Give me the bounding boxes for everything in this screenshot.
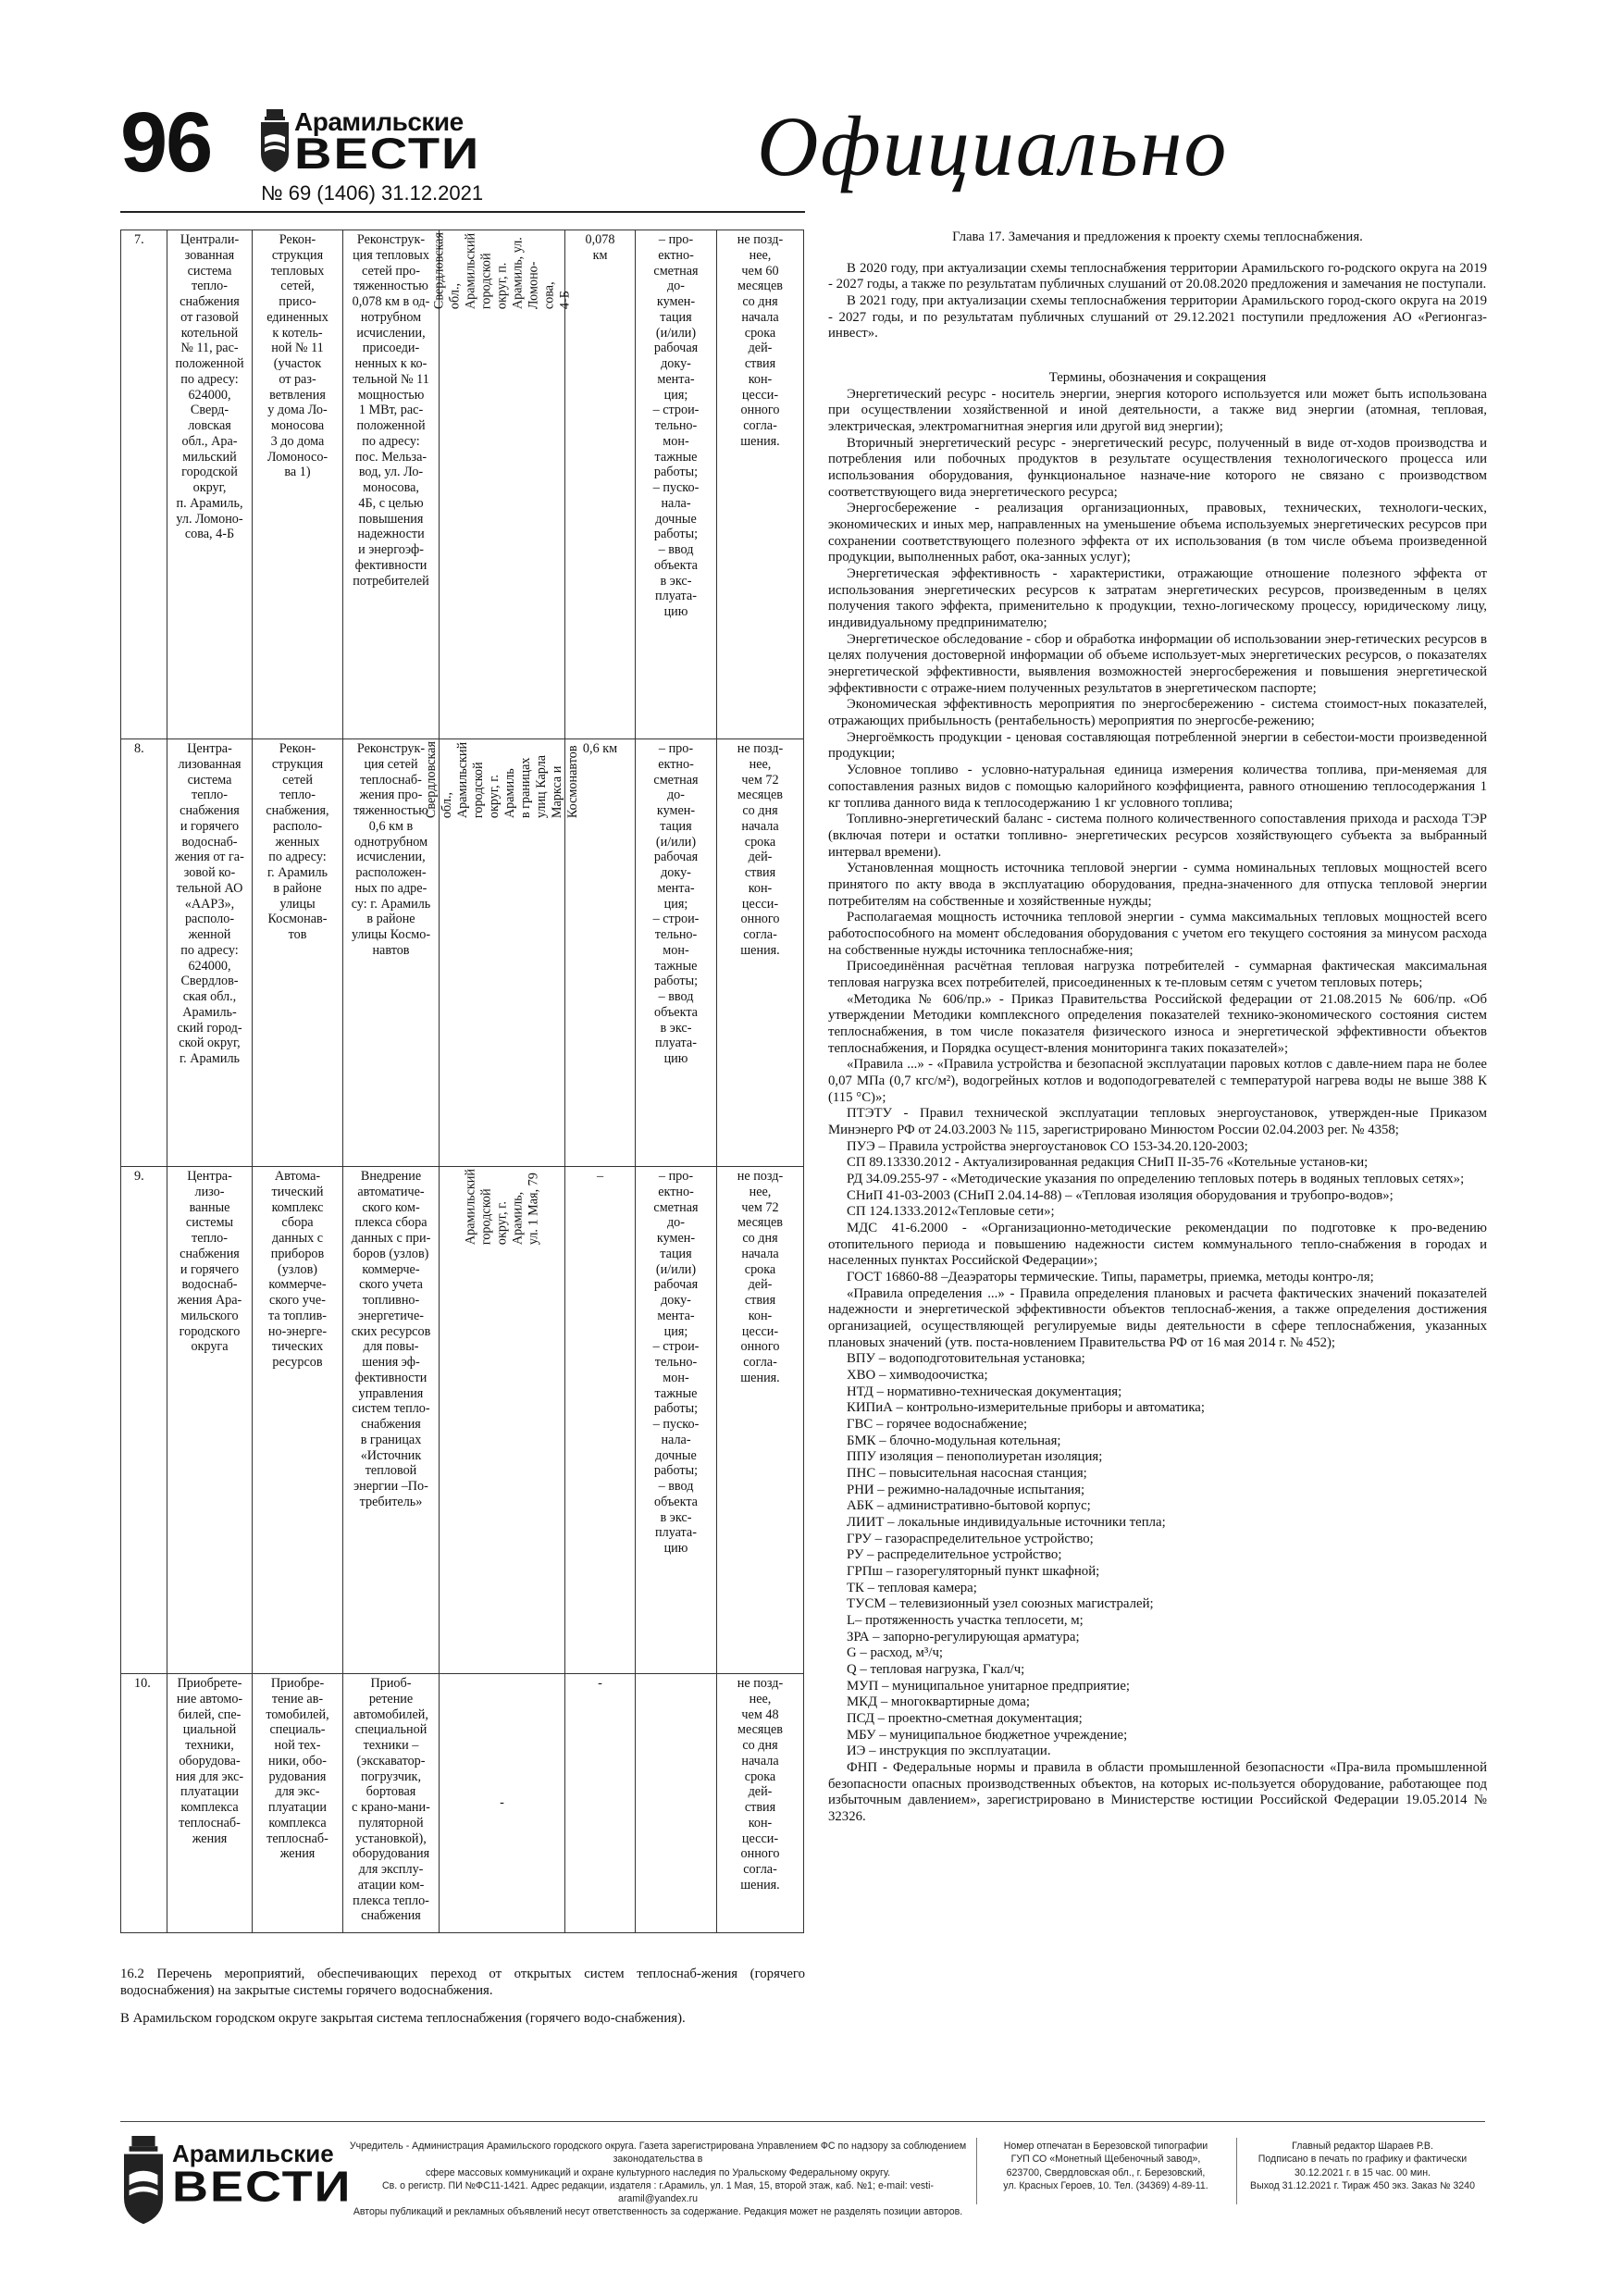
footer-divider — [120, 2121, 1485, 2122]
term-item: Экономическая эффективность мероприятия по энергосбережению - система стоимост-ных показателей, отражающих прибыльность (рентабельность) мероприятия по энергосбе-режению; — [828, 697, 1487, 729]
row-number: 10. — [121, 1674, 167, 1933]
term-item: Топливно-энергетический баланс - система полного количественного сопоставления прихода и расхода ТЭР (включая потери и остатки топливно- энергетических ресурсов хозяйствующего субъекта за выбранный интервал времени). — [828, 812, 1487, 860]
term-item: ГРУ – газораспределительное устройство; — [847, 1531, 1094, 1546]
deadline-cell: не позд- нее, чем 60 месяцев со дня начала срока дей- ствия кон- цесси- онного согла- шения. — [717, 230, 804, 739]
right-column — [828, 230, 1487, 1826]
deadline-cell: не позд- нее, чем 48 месяцев со дня начала срока дей- ствия кон- цесси- онного согла- шения. — [717, 1674, 804, 1933]
term-item: ХВО – химводоочистка; — [847, 1368, 988, 1384]
term-item: ФНП - Федеральные нормы и правила в области промышленной безопасности «Пра-вила промышленной безопасности опасных производственных объектов, на которых ис-пользуется оборудование, работающее под избыточным давлением», зарегистрировано в Министерстве юстиции Российской Федерации 19.05.2014 № 32326. — [828, 1760, 1487, 1825]
section-title: Официально — [757, 99, 1229, 193]
issue-number: № 69 (1406) 31.12.2021 — [261, 181, 484, 205]
term-item: КИПиА – контрольно-измерительные приборы и автоматика; — [847, 1400, 1205, 1416]
term-item: ГОСТ 16860-88 –Деаэраторы термические. Типы, параметры, приемка, методы контро-ля; — [847, 1269, 1374, 1285]
term-item: ТК – тепловая камера; — [847, 1580, 977, 1595]
term-item: Энергетическая эффективность - характеристики, отражающие отношение полезного эффекта от использования энергетических ресурсов к затратам энергетических ресурсов, произведенным в целях получения такого эффекта, применительно к продукции, техно-логическому процессу, юридическому лицу, индивидуальному предпринимателю; — [828, 566, 1487, 631]
row-number: 7. — [121, 230, 167, 739]
table-row — [121, 739, 804, 1167]
footer-publisher-info: Учредитель - Администрация Арамильского городского округа. Газета зарегистрирована Управлением ФС по надзору за соблюдением законодательства в сфере массовых коммуникаций и охране культурного наследия по Уральскому Федеральному округу. Св. о регистр. ПИ №ФС11-1421. Адрес редакции, издателя : г.Арамиль, ул. 1 Мая, 15, второй этаж, каб. №1; e-mail: vesti-aramil@yandex.ru Авторы публикаций и рекламных объявлений несут ответственность за содержание. Редакция может не разделять позиции авторов. — [349, 2141, 967, 2218]
length-cell: 0,6 км — [565, 739, 636, 1167]
documents-cell: – про- ектно- сметная до- кумен- тация (и/или) рабочая доку- мента- ция; – строи- тельно- мон- тажные работы; – пуско- нала- дочные работы; – ввод объекта в экс- плуата- цию — [636, 230, 717, 739]
term-item: МКД – многоквартирные дома; — [847, 1694, 1030, 1710]
term-item: Присоединённая расчётная тепловая нагрузка потребителей - суммарная фактическая максимальная тепловая нагрузка всех потребителей, присоединенных к те-пловым сетям с учетом тепловых потерь; — [828, 959, 1487, 990]
footer-coat-of-arms-icon — [120, 2136, 167, 2227]
term-item: Энергосбережение - реализация организационных, правовых, технических, технологи-ческих, экономических и иных мер, направленных на уменьшение объема используемых энергетических ресурсов при сохранении соответствующего полезного эффекта от их использования (в том числе объема произведенной продукции, выполненных работ, ока-занных услуг); — [828, 501, 1487, 565]
term-item: ПТЭТУ - Правил технической эксплуатации тепловых энергоустановок, утвержден-ные Приказом Минэнерго РФ от 24.03.2003 № 115, зарегистрировано Минюстом России 02.04.2003 рег. № 4358; — [828, 1106, 1487, 1137]
chapter-title: Глава 17. Замечания и предложения к проекту схемы теплоснабжения. — [952, 230, 1363, 244]
footer-logo-bottom: ВЕСТИ — [172, 2163, 353, 2211]
page-number: 96 — [120, 95, 212, 190]
measure-description: Внедрение автоматиче- ского ком- плекса сбора данных с при- боров (узлов) коммерче- ского учета топливно- энергетиче- ских ресурсов для повы- шения эф- фективности управления систем тепло- снабжения в границах «Источник тепловой энергии –По- требитель» — [343, 1167, 440, 1674]
location-text: Арамильский городской округ, г. Арамиль, ул. 1 Мая, 79 — [462, 1169, 541, 1246]
term-item: «Правила ...» - «Правила устройства и безопасной эксплуатации паровых котлов с давле-нием пара не более 0,07 МПа (0,7 кгс/м²), водогрейных котлов и водоподогревателей с температурой нагрева воды не выше 388 К (115 °С)»; — [828, 1057, 1487, 1105]
measure-name: Автома- тический комплекс сбора данных с приборов (узлов) коммерче- ского уче- та топлив- но-энерге- тических ресурсов — [253, 1167, 343, 1674]
coat-of-arms-icon — [259, 109, 291, 174]
footer-separator — [976, 2138, 977, 2204]
term-item: МБУ – муниципальное бюджетное учреждение; — [847, 1727, 1128, 1743]
measure-name: Рекон- струкция тепловых сетей, присо- единенных к котель- ной № 11 (участок от раз- ветвления у дома Ло- моносова 3 до дома Ломоносо- ва 1) — [253, 230, 343, 739]
term-item: ЗРА – запорно-регулирующая арматура; — [847, 1629, 1080, 1644]
term-item: ПНС – повысительная насосная станция; — [847, 1466, 1087, 1482]
term-item: РД 34.09.255-97 - «Методические указания по определению тепловых потерь в водяных тепловых сетях»; — [847, 1171, 1465, 1186]
system-name: Централи- зованная система тепло- снабжения от газовой котельной № 11, рас- положенной по адресу: 624000, Сверд- ловская обл., Ара- мильский городской округ, п. Арамиль, ул. Ломоно- сова, 4-Б — [167, 230, 253, 739]
term-item: СП 124.1333.2012«Тепловые сети»; — [847, 1204, 1055, 1220]
table-row — [121, 230, 804, 739]
term-item: Q – тепловая нагрузка, Гкал/ч; — [847, 1662, 1025, 1678]
term-item: МУП – муниципальное унитарное предприятие; — [847, 1678, 1131, 1694]
term-item: ИЭ – инструкция по эксплуатации. — [847, 1744, 1051, 1759]
length-cell: 0,078 км — [565, 230, 636, 739]
location-cell — [423, 739, 580, 1167]
row-number: 9. — [121, 1167, 167, 1674]
term-item: ПСД – проектно-сметная документация; — [847, 1711, 1083, 1727]
term-item: Энергетический ресурс - носитель энергии, энергия которого используется или может быть использована при осуществлении хозяйственной и иной деятельности, а также вид энергии (атомная, тепловая, электрическая, электромагнитная энергия или другой вид энергии); — [828, 386, 1487, 435]
chapter-paragraph: В 2020 году, при актуализации схемы теплоснабжения территории Арамильского го-родского округа на 2019 - 2027 годы, а также по результатам публичных слушаний от 20.08.2020 предложения и замечания не поступали. — [828, 260, 1487, 292]
term-item: Энергоёмкость продукции - ценовая составляющая потребленной энергии в себестои-мости произведенной продукции; — [828, 729, 1487, 762]
measure-name: Рекон- струкция сетей тепло- снабжения, располо- женных по адресу: г. Арамиль в районе улицы Космонав- тов — [253, 739, 343, 1167]
term-item: ППУ изоляция – пенополиуретан изоляция; — [847, 1449, 1103, 1465]
table-row — [121, 1674, 804, 1933]
term-item: СНиП 41-03-2003 (СНиП 2.04.14-88) – «Тепловая изоляция оборудования и трубопро-водов»; — [847, 1187, 1394, 1203]
term-item: ГВС – горячее водоснабжение; — [847, 1417, 1028, 1433]
term-item: АБК – административно-бытовой корпус; — [847, 1498, 1091, 1514]
term-item: ЛИИТ – локальные индивидуальные источники тепла; — [847, 1515, 1166, 1531]
length-cell: – — [565, 1167, 636, 1674]
term-item: Установленная мощность источника тепловой энергии - сумма номинальных тепловых мощностей всего принятого по акту ввода в эксплуатацию оборудования, предна-значенного для отпуска тепловой энергии потребителям на собственные и хозяйственные нужды; — [828, 861, 1487, 909]
term-item: ТУСМ – телевизионный узел союзных магистралей; — [847, 1596, 1154, 1612]
chapter-paragraph: В 2021 году, при актуализации схемы теплоснабжения территории Арамильского город-ского округа на 2019 - 2027 годы, и по результатам публичных слушаний от 29.12.2021 поступили предложения АО «Регионгаз-инвест». — [828, 293, 1487, 341]
term-item: РУ – распределительное устройство; — [847, 1547, 1062, 1563]
term-item: Располагаемая мощность источника тепловой энергии - сумма максимальных тепловых мощностей всего работоспособного на момент обследования оборудования с учетом его текущего состояния за минусом расхода на собственные нужды источника теплоснабже-ния; — [828, 910, 1487, 958]
term-item: МДС 41-6.2000 - «Организационно-методические рекомендации по подготовке к про-ведению отопительного периода и повышению надежности систем коммунального тепло-снабжения в городах и населенных пунктах Российской Федерации»; — [828, 1220, 1487, 1269]
closed-system-note: В Арамильском городском округе закрытая система теплоснабжения (горячего водо-снабжения). — [120, 2011, 686, 2026]
term-item: ГРПш – газорегуляторный пункт шкафной; — [847, 1564, 1100, 1580]
footer-editor-info: Главный редактор Шараев Р.В. Подписано в печать по графику и фактически 30.12.2021 г. в 15 час. 00 мин. Выход 31.12.2021 г. Тираж 450 экз. Заказ № 3240 — [1250, 2141, 1475, 2191]
terms-title: Термины, обозначения и сокращения — [1048, 370, 1267, 386]
footer-separator — [1236, 2138, 1237, 2204]
measure-name: Приобре- тение ав- томобилей, специаль- ной тех- ники, обо- рудования для экс- плуатации комплекса теплоснаб- жения — [253, 1674, 343, 1933]
term-item: «Методика № 606/пр.» - Приказ Правительства Российской федерации от 21.08.2015 № 606/пр. «Об утверждении Методики комплексного определения показателей технико-экономического состояния систем теплоснабжения, в том числе показателя физического износа и энергетической эффективности объектов теплоснабжения, и Порядка осущест-вления мониторинга таких показателей»; — [828, 991, 1487, 1056]
deadline-cell: не позд- нее, чем 72 месяцев со дня начала срока дей- ствия кон- цесси- онного согла- шения. — [717, 739, 804, 1167]
documents-cell: – про- ектно- сметная до- кумен- тация (и/или) рабочая доку- мента- ция; – строи- тельно- мон- тажные работы; – пуско- нала- дочные работы; – ввод объекта в экс- плуата- цию — [636, 1167, 717, 1674]
row-number: 8. — [121, 739, 167, 1167]
location-cell — [440, 1167, 565, 1674]
term-item: «Правила определения ...» - Правила определения плановых и расчета фактических значений показателей надежности и энергетической эффективности объектов теплоснаб-жения, а также определения достижения организацией, осуществляющей регулируемые виды деятельности в сфере теплоснабжения, указанных плановых значений (утв. поста-новлением Правительства РФ от 16 мая 2014 г. № 452); — [828, 1285, 1487, 1350]
documents-cell: – про- ектно- сметная до- кумен- тация (и/или) рабочая доку- мента- ция; – строи- тельно- мон- тажные работы; – ввод объекта в экс- плуата- цию — [636, 739, 717, 1167]
term-item: ПУЭ – Правила устройства энергоустановок СО 153-34.20.120-2003; — [847, 1138, 1248, 1154]
term-item: Условное топливо - условно-натуральная единица измерения количества топлива, при-меняемая для сопоставления разных видов с помощью калорийного коэффициента, равного отношению теплосодержания 1 кг топлива данного вида к теплосодержанию 1 кг условного топлива; — [828, 763, 1487, 811]
table-row — [121, 1167, 804, 1674]
measure-description: Реконструк- ция сетей теплоснаб- жения про- тяженностью 0,6 км в однотрубном исчислении, расположен- ных по адре- су: г. Арамиль в районе улицы Космо- навтов — [343, 739, 440, 1167]
term-item: СП 89.13330.2012 - Актуализированная редакция СНиП II-35-76 «Котельные установ-ки; — [847, 1155, 1369, 1171]
location-cell: - — [440, 1674, 565, 1933]
term-item: ВПУ – водоподготовительная установка; — [847, 1351, 1085, 1367]
location-cell — [430, 230, 573, 739]
system-name: Приобрете- ние автомо- билей, спе- циальной техники, оборудова- ния для экс- плуатации комплекса теплоснаб- жения — [167, 1674, 253, 1933]
term-item: РНИ – режимно-наладочные испытания; — [847, 1482, 1085, 1497]
documents-cell — [636, 1674, 717, 1933]
measures-table — [120, 230, 804, 1933]
term-item: Вторичный энергетический ресурс - энергетический ресурс, полученный в виде от-ходов производства и потребления или побочных продуктов в результате осуществления технологического процесса или использования оборудования, функциональное назначе-ние которого не связано с производством соответствующего вида энергетического ресурса; — [828, 435, 1487, 500]
length-cell: - — [565, 1674, 636, 1933]
system-name: Центра- лизованная система тепло- снабжения и горячего водоснаб- жения от га- зовой ко- тельной АО «ААРЗ», располо- женной по адресу: 624000, Свердлов- ская обл., Арамиль- ский город- ской округ, г. Арамиль — [167, 739, 253, 1167]
logo-title-bottom: ВЕСТИ — [294, 128, 481, 179]
footer-printing-info: Номер отпечатан в Березовской типографии ГУП СО «Монетный Щебеночный завод», 623700, Свердловская обл., г. Березовский, ул. Красных Героев, 10. Тел. (34369) 4-89-11. — [1003, 2141, 1208, 2191]
term-item: L– протяженность участка теплосети, м; — [847, 1613, 1084, 1629]
measure-description: Приоб- ретение автомобилей, специальной техники – (экскаватор- погрузчик, бортовая с крано-мани- пуляторной установкой), оборудования для эксплу- атации ком- плекса тепло- снабжения — [343, 1674, 440, 1933]
term-item: G – расход, м³/ч; — [847, 1645, 944, 1661]
logo-title-top: Арамильские — [294, 107, 464, 136]
terms-list — [828, 387, 1487, 1826]
term-item: НТД – нормативно-техническая документация; — [847, 1384, 1122, 1399]
system-name: Центра- лизо- ванные системы тепло- снабжения и горячего водоснаб- жения Ара- мильского городского округа — [167, 1167, 253, 1674]
measure-description: Реконструк- ция тепловых сетей про- тяженностью 0,078 км в од- нотрубном исчислении, присоеди- ненных к ко- тельной № 11 мощностью 1 МВт, рас- положенной по адресу: пос. Мельза- вод, ул. Ло- моносова, 4Б, с целью повышения надежности и энергоэф- фективности потребителей — [343, 230, 440, 739]
header-divider — [120, 211, 805, 213]
location-text: Свердловская обл., Арамильский городской округ, г. Арамиль в границах улиц Карла Маркса и Космонавтов — [423, 741, 580, 819]
location-text: Свердловская обл., Арамильский городской округ, п. Арамиль, ул. Ломоно- сова, 4-Б — [430, 232, 573, 310]
term-item: БМК – блочно-модульная котельная; — [847, 1433, 1061, 1448]
transition-heading: 16.2 Перечень мероприятий, обеспечивающих переход от открытых систем теплоснаб-жения (горячего водоснабжения) на закрытые системы горячего водоснабжения. — [120, 1967, 805, 1998]
deadline-cell: не позд- нее, чем 72 месяцев со дня начала срока дей- ствия кон- цесси- онного согла- шения. — [717, 1167, 804, 1674]
footer-logo-top: Арамильские — [172, 2140, 334, 2167]
term-item: Энергетическое обследование - сбор и обработка информации об использовании энер-гетических ресурсов в целях получения достоверной информации об объеме использует-мых энергетических ресурсов, о показателях энергетической эффективности, выявления возможностей энергосбережения и повышения энергетической эффективности с отраже-нием полученных результатов в энергетическом паспорте; — [828, 631, 1487, 696]
